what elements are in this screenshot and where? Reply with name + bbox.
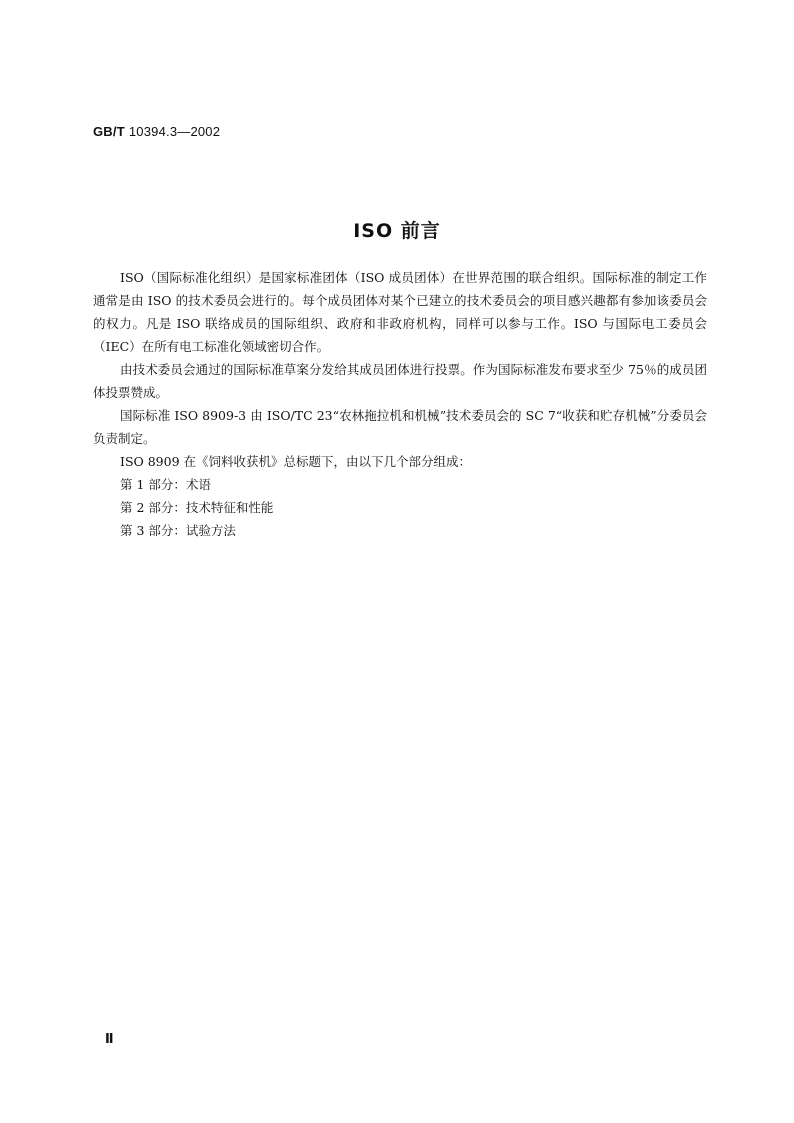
list-item-part-2: 第 2 部分：技术特征和性能: [120, 500, 274, 515]
page-number: Ⅱ: [105, 1031, 114, 1046]
standard-number: 10394.3—2002: [128, 124, 221, 139]
list-item-part-3: 第 3 部分：试验方法: [120, 523, 236, 538]
page-title: ISO 前言: [353, 220, 441, 242]
foreword-body: [93, 266, 707, 542]
list-item-part-1: 第 1 部分：术语: [120, 477, 211, 492]
paragraph-iso-intro: ISO（国际标准化组织）是国家标准团体（ISO 成员团体）在世界范围的联合组织。国际标准的制定工作通常是由 ISO 的技术委员会进行的。每个成员团体对某个已建立的技术委员会的项目感兴趣都有参加该委员会的权力。凡是 ISO 联络成员的国际组织、政府和非政府机构，同样可以参与工作。ISO 与国际电工委员会（IEC）在所有电工标准化领域密切合作。: [93, 270, 707, 354]
paragraph-committee: 国际标准 ISO 8909-3 由 ISO/TC 23“农林拖拉机和机械”技术委员会的 SC 7“收获和贮存机械”分委员会负责制定。: [93, 408, 707, 446]
paragraph-voting: 由技术委员会通过的国际标准草案分发给其成员团体进行投票。作为国际标准发布要求至少 75％的成员团体投票赞成。: [93, 362, 707, 400]
standard-prefix: GB/T: [93, 124, 125, 139]
paragraph-parts-intro: ISO 8909 在《饲料收获机》总标题下，由以下几个部分组成：: [120, 454, 472, 469]
standard-header: [93, 124, 220, 139]
